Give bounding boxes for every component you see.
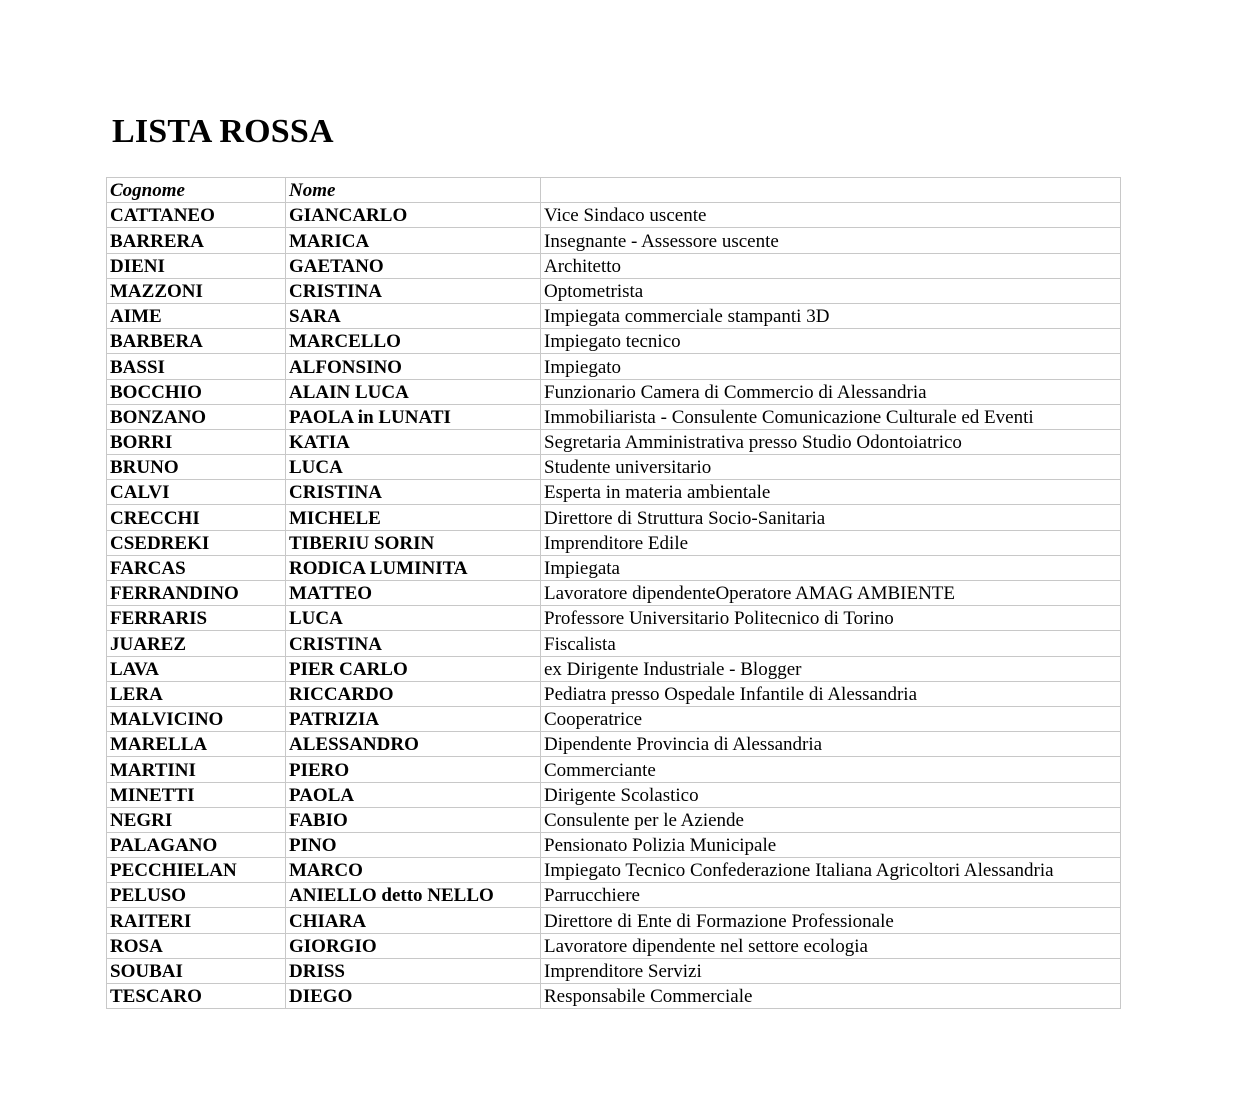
table-row <box>107 555 1121 580</box>
role-cell: Parrucchiere <box>541 883 1121 908</box>
header-role <box>541 178 1121 203</box>
header-nome: Nome <box>286 178 541 203</box>
role-cell: Architetto <box>541 253 1121 278</box>
role-cell: Immobiliarista - Consulente Comunicazione Culturale ed Eventi <box>541 404 1121 429</box>
role-cell: Impiegato <box>541 354 1121 379</box>
surname-cell: CATTANEO <box>107 203 286 228</box>
candidate-table-body <box>107 178 1121 1009</box>
table-row <box>107 933 1121 958</box>
firstname-cell: CRISTINA <box>286 278 541 303</box>
role-cell: Lavoratore dipendenteOperatore AMAG AMBIENTE <box>541 581 1121 606</box>
surname-cell: RAITERI <box>107 908 286 933</box>
firstname-cell: MATTEO <box>286 581 541 606</box>
firstname-cell: LUCA <box>286 606 541 631</box>
table-row <box>107 480 1121 505</box>
firstname-cell: MARCELLO <box>286 329 541 354</box>
table-row <box>107 303 1121 328</box>
surname-cell: SOUBAI <box>107 958 286 983</box>
firstname-cell: MARICA <box>286 228 541 253</box>
surname-cell: LAVA <box>107 656 286 681</box>
table-row <box>107 228 1121 253</box>
table-row <box>107 530 1121 555</box>
surname-cell: BARBERA <box>107 329 286 354</box>
firstname-cell: DIEGO <box>286 984 541 1009</box>
surname-cell: PALAGANO <box>107 832 286 857</box>
surname-cell: ROSA <box>107 933 286 958</box>
surname-cell: MALVICINO <box>107 706 286 731</box>
table-row <box>107 455 1121 480</box>
firstname-cell: CRISTINA <box>286 631 541 656</box>
firstname-cell: FABIO <box>286 807 541 832</box>
surname-cell: CALVI <box>107 480 286 505</box>
surname-cell: BOCCHIO <box>107 379 286 404</box>
firstname-cell: SARA <box>286 303 541 328</box>
role-cell: Pediatra presso Ospedale Infantile di Alessandria <box>541 681 1121 706</box>
surname-cell: PECCHIELAN <box>107 858 286 883</box>
firstname-cell: PIER CARLO <box>286 656 541 681</box>
surname-cell: JUAREZ <box>107 631 286 656</box>
role-cell: Impiegata commerciale stampanti 3D <box>541 303 1121 328</box>
table-row <box>107 631 1121 656</box>
table-row <box>107 203 1121 228</box>
role-cell: Segretaria Amministrativa presso Studio Odontoiatrico <box>541 429 1121 454</box>
table-row <box>107 706 1121 731</box>
surname-cell: BRUNO <box>107 455 286 480</box>
table-row <box>107 782 1121 807</box>
role-cell: Consulente per le Aziende <box>541 807 1121 832</box>
table-row <box>107 807 1121 832</box>
surname-cell: BORRI <box>107 429 286 454</box>
firstname-cell: CRISTINA <box>286 480 541 505</box>
firstname-cell: CHIARA <box>286 908 541 933</box>
firstname-cell: DRISS <box>286 958 541 983</box>
table-row <box>107 984 1121 1009</box>
table-row <box>107 757 1121 782</box>
firstname-cell: ANIELLO detto NELLO <box>286 883 541 908</box>
table-row <box>107 908 1121 933</box>
role-cell: Direttore di Struttura Socio-Sanitaria <box>541 505 1121 530</box>
firstname-cell: MICHELE <box>286 505 541 530</box>
role-cell: Studente universitario <box>541 455 1121 480</box>
firstname-cell: PAOLA in LUNATI <box>286 404 541 429</box>
role-cell: Optometrista <box>541 278 1121 303</box>
role-cell: Pensionato Polizia Municipale <box>541 832 1121 857</box>
surname-cell: CSEDREKI <box>107 530 286 555</box>
firstname-cell: ALFONSINO <box>286 354 541 379</box>
role-cell: Imprenditore Servizi <box>541 958 1121 983</box>
role-cell: Vice Sindaco uscente <box>541 203 1121 228</box>
surname-cell: NEGRI <box>107 807 286 832</box>
surname-cell: FARCAS <box>107 555 286 580</box>
firstname-cell: MARCO <box>286 858 541 883</box>
surname-cell: PELUSO <box>107 883 286 908</box>
firstname-cell: PIERO <box>286 757 541 782</box>
role-cell: Professore Universitario Politecnico di Torino <box>541 606 1121 631</box>
firstname-cell: GAETANO <box>286 253 541 278</box>
firstname-cell: RICCARDO <box>286 681 541 706</box>
firstname-cell: PINO <box>286 832 541 857</box>
role-cell: Responsabile Commerciale <box>541 984 1121 1009</box>
role-cell: Impiegato tecnico <box>541 329 1121 354</box>
table-row <box>107 379 1121 404</box>
surname-cell: BARRERA <box>107 228 286 253</box>
firstname-cell: PAOLA <box>286 782 541 807</box>
role-cell: Insegnante - Assessore uscente <box>541 228 1121 253</box>
firstname-cell: KATIA <box>286 429 541 454</box>
surname-cell: BASSI <box>107 354 286 379</box>
surname-cell: CRECCHI <box>107 505 286 530</box>
firstname-cell: ALESSANDRO <box>286 732 541 757</box>
table-row <box>107 883 1121 908</box>
role-cell: Lavoratore dipendente nel settore ecologia <box>541 933 1121 958</box>
candidate-table <box>106 177 1121 1009</box>
surname-cell: BONZANO <box>107 404 286 429</box>
role-cell: Imprenditore Edile <box>541 530 1121 555</box>
firstname-cell: RODICA LUMINITA <box>286 555 541 580</box>
table-row <box>107 832 1121 857</box>
surname-cell: MARTINI <box>107 757 286 782</box>
role-cell: Cooperatrice <box>541 706 1121 731</box>
table-row <box>107 278 1121 303</box>
table-row <box>107 329 1121 354</box>
table-row <box>107 253 1121 278</box>
table-header-row <box>107 178 1121 203</box>
table-row <box>107 858 1121 883</box>
surname-cell: MINETTI <box>107 782 286 807</box>
surname-cell: MARELLA <box>107 732 286 757</box>
firstname-cell: LUCA <box>286 455 541 480</box>
firstname-cell: PATRIZIA <box>286 706 541 731</box>
page-title: LISTA ROSSA <box>112 113 334 150</box>
table-row <box>107 429 1121 454</box>
table-row <box>107 656 1121 681</box>
header-cognome: Cognome <box>107 178 286 203</box>
table-row <box>107 732 1121 757</box>
role-cell: Impiegata <box>541 555 1121 580</box>
surname-cell: LERA <box>107 681 286 706</box>
surname-cell: TESCARO <box>107 984 286 1009</box>
role-cell: ex Dirigente Industriale - Blogger <box>541 656 1121 681</box>
firstname-cell: GIANCARLO <box>286 203 541 228</box>
role-cell: Esperta in materia ambientale <box>541 480 1121 505</box>
surname-cell: MAZZONI <box>107 278 286 303</box>
role-cell: Dirigente Scolastico <box>541 782 1121 807</box>
firstname-cell: TIBERIU SORIN <box>286 530 541 555</box>
table-row <box>107 606 1121 631</box>
role-cell: Fiscalista <box>541 631 1121 656</box>
role-cell: Direttore di Ente di Formazione Professionale <box>541 908 1121 933</box>
table-row <box>107 958 1121 983</box>
firstname-cell: GIORGIO <box>286 933 541 958</box>
surname-cell: FERRANDINO <box>107 581 286 606</box>
surname-cell: AIME <box>107 303 286 328</box>
table-row <box>107 505 1121 530</box>
surname-cell: DIENI <box>107 253 286 278</box>
table-row <box>107 404 1121 429</box>
table-row <box>107 681 1121 706</box>
firstname-cell: ALAIN LUCA <box>286 379 541 404</box>
role-cell: Commerciante <box>541 757 1121 782</box>
table-row <box>107 581 1121 606</box>
role-cell: Dipendente Provincia di Alessandria <box>541 732 1121 757</box>
role-cell: Funzionario Camera di Commercio di Alessandria <box>541 379 1121 404</box>
surname-cell: FERRARIS <box>107 606 286 631</box>
table-row <box>107 354 1121 379</box>
role-cell: Impiegato Tecnico Confederazione Italiana Agricoltori Alessandria <box>541 858 1121 883</box>
